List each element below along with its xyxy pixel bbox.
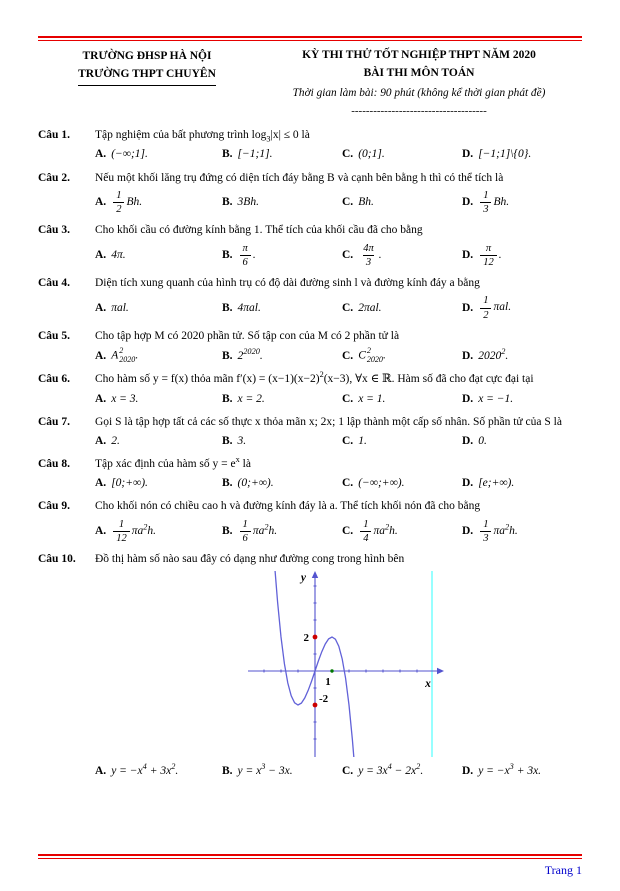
question-number: Câu 6. <box>38 373 70 386</box>
question-text: Tập nghiệm của bất phương trình $\log_3|x| \le 0$ là <box>95 129 310 144</box>
answer-text: $y = -x^3 + 3x$. <box>478 761 542 777</box>
answer-letter: A. <box>95 392 107 405</box>
answer-option-a <box>95 391 222 408</box>
answer-letter: D. <box>462 434 474 447</box>
answer-text: [−1;1]. <box>237 148 273 161</box>
question-10 <box>38 551 582 779</box>
questions-section <box>38 127 582 853</box>
question-4 <box>38 275 582 321</box>
answer-text: $\frac{\pi}{12}$ . <box>478 242 501 269</box>
answer-letter: B. <box>222 301 233 314</box>
answer-option-d <box>462 518 582 545</box>
answer-option-a <box>95 433 222 450</box>
function-graph <box>240 571 450 760</box>
answer-text: $y = x^3 - 3x$. <box>237 761 293 777</box>
answer-option-b <box>222 242 342 269</box>
answer-letter: B. <box>222 524 233 537</box>
answer-letter: A. <box>95 764 107 777</box>
answer-text: x = −1. <box>478 392 514 405</box>
answer-letter: D. <box>462 349 474 362</box>
question-number: Câu 5. <box>38 330 70 343</box>
answer-option-b <box>222 518 342 545</box>
x-axis-arrow <box>437 668 444 674</box>
question-number: Câu 1. <box>38 129 70 142</box>
answer-option-c <box>342 391 462 408</box>
answer-option-c <box>342 475 462 492</box>
answer-text: (0;1]. <box>358 148 385 161</box>
answer-option-a <box>95 294 222 321</box>
answer-text: (−∞;+∞). <box>358 477 405 490</box>
answer-letter: B. <box>222 148 233 161</box>
answer-text: x = 2. <box>237 392 265 405</box>
answer-letter: B. <box>222 477 233 490</box>
answer-option-c <box>342 189 462 216</box>
answer-letter: A. <box>95 195 107 208</box>
answer-letter: D. <box>462 764 474 777</box>
question-text: Đồ thị hàm số nào sau đây có dạng như đường cong trong hình bên <box>95 553 405 566</box>
question-number: Câu 3. <box>38 224 70 237</box>
answer-letter: C. <box>342 148 354 161</box>
graph-svg <box>240 571 450 757</box>
answer-letter: A. <box>95 434 107 447</box>
answer-option-d <box>462 189 582 216</box>
question-5 <box>38 328 582 365</box>
answer-option-a <box>95 189 222 216</box>
answer-letter: A. <box>95 248 107 261</box>
answer-option-b <box>222 433 342 450</box>
answer-option-b <box>222 146 342 163</box>
question-8 <box>38 456 582 492</box>
question-3 <box>38 222 582 268</box>
answer-letter: C. <box>342 349 354 362</box>
answer-letter: A. <box>95 301 107 314</box>
answers-row <box>95 433 582 450</box>
answer-option-b <box>222 189 342 216</box>
answers-row <box>95 146 582 163</box>
point-1-0 <box>330 669 333 672</box>
question-text: Cho tập hợp M có 2020 phần tử. Số tập con của M có 2 phần tử là <box>95 330 400 343</box>
question-2 <box>38 170 582 216</box>
question-number: Câu 2. <box>38 171 70 184</box>
answer-letter: D. <box>462 524 474 537</box>
answer-letter: D. <box>462 301 474 314</box>
answer-option-d <box>462 475 582 492</box>
answer-text: 2πal. <box>358 301 382 314</box>
answer-text: (−∞;1]. <box>111 148 148 161</box>
answers-row <box>95 391 582 408</box>
point-0-minus2 <box>313 703 318 708</box>
answer-text: x = 3. <box>111 392 139 405</box>
answer-text: x = 1. <box>358 392 386 405</box>
question-number: Câu 10. <box>38 553 76 566</box>
answer-letter: A. <box>95 524 107 537</box>
answer-text: 4πal. <box>237 301 261 314</box>
question-number: Câu 8. <box>38 458 70 471</box>
answer-option-b <box>222 347 342 365</box>
answer-option-c <box>342 347 462 365</box>
answers-row <box>95 294 582 321</box>
exam-title-block <box>256 47 582 120</box>
answer-letter: C. <box>342 764 354 777</box>
answer-letter: A. <box>95 477 107 490</box>
x-one-label: 1 <box>325 676 331 689</box>
question-text: Cho khối cầu có đường kính bằng 1. Thể tích của khối cầu đã cho bằng <box>95 224 423 237</box>
answer-option-a <box>95 242 222 269</box>
question-7 <box>38 414 582 450</box>
bottom-double-rule <box>38 854 582 859</box>
answer-letter: B. <box>222 392 233 405</box>
answer-text: (0;+∞). <box>237 477 274 490</box>
answer-option-a <box>95 475 222 492</box>
question-text: Nếu một khối lăng trụ đứng có diện tích đáy bằng B và cạnh bên bằng h thì có thể tích là <box>95 171 504 184</box>
answers-row <box>95 347 582 365</box>
exam-duration: Thời gian làm bài: 90 phút (không kể thời gian phát đề) <box>292 86 546 99</box>
answer-option-a <box>95 347 222 365</box>
answers-row <box>95 763 582 780</box>
answer-option-b <box>222 763 342 780</box>
point-0-2 <box>313 635 318 640</box>
answer-text: 4π. <box>111 248 126 261</box>
question-number: Câu 7. <box>38 415 70 428</box>
answer-text: 1. <box>358 434 367 447</box>
question-text: Gọi S là tập hợp tất cả các số thực x thỏa mãn x; 2x; 1 lập thành một cấp số nhân. Số phần tử của S là <box>95 415 562 428</box>
answer-option-c <box>342 518 462 545</box>
answer-option-d <box>462 242 582 269</box>
question-1 <box>38 127 582 163</box>
answer-letter: C. <box>342 248 354 261</box>
y-max-label: 2 <box>303 632 309 645</box>
answer-letter: B. <box>222 195 233 208</box>
answer-letter: B. <box>222 434 233 447</box>
y-axis-label: y <box>300 572 306 585</box>
y-min-label: -2 <box>319 693 329 706</box>
answer-letter: A. <box>95 148 107 161</box>
answer-option-d <box>462 391 582 408</box>
page-number: Trang 1 <box>544 862 582 877</box>
answer-text: Bh. <box>358 195 374 208</box>
answer-option-d <box>462 347 582 365</box>
answer-text: $\frac{1}{2}$ Bh. <box>111 189 142 216</box>
answer-text: $y = -x^4 + 3x^2$. <box>111 761 179 777</box>
answer-letter: C. <box>342 524 354 537</box>
top-double-rule <box>38 36 582 41</box>
answer-text: [−1;1]\{0}. <box>478 148 532 161</box>
header-divider: ------------------------------------- <box>351 105 487 118</box>
answer-text: $\frac{1}{3}$ Bh. <box>478 189 509 216</box>
answer-letter: D. <box>462 248 474 261</box>
answer-letter: C. <box>342 301 354 314</box>
answer-letter: C. <box>342 477 354 490</box>
answers-row <box>95 242 582 269</box>
question-number: Câu 4. <box>38 277 70 290</box>
answer-text: πal. <box>111 301 129 314</box>
answer-option-b <box>222 294 342 321</box>
answer-text: [0;+∞). <box>111 477 148 490</box>
answer-text: $\frac{4\pi}{3}$ . <box>363 242 382 268</box>
answer-option-c <box>342 242 462 269</box>
answer-option-d <box>462 294 582 321</box>
answer-option-c <box>342 294 462 321</box>
answer-letter: D. <box>462 477 474 490</box>
answer-option-a <box>95 146 222 163</box>
question-text: Cho hàm số y = f(x) thỏa mãn $f'(x) = (x-1)(x-2)^2(x-3)$, ∀x ∈ ℝ. Hàm số đã cho đạt cực đại tại <box>95 370 534 386</box>
school-name-line2: TRƯỜNG THPT CHUYÊN <box>78 65 216 85</box>
answer-text: 3. <box>237 434 247 447</box>
answer-text: $\frac{1}{6}$ $\pi a^2h$. <box>238 518 278 545</box>
answers-row <box>95 189 582 216</box>
y-axis-arrow <box>312 571 318 578</box>
answer-text: $\frac{1}{4}$ $\pi a^2h$. <box>358 518 398 545</box>
answer-text: $y = 3x^4 - 2x^2$. <box>358 761 424 777</box>
question-text: Diện tích xung quanh của hình trụ có độ dài đường sinh l và đường kính đáy a bằng <box>95 277 480 290</box>
answer-option-d <box>462 433 582 450</box>
answer-option-c <box>342 763 462 780</box>
answer-text: A 2 2020 . <box>111 346 139 365</box>
question-text: Cho khối nón có chiều cao h và đường kính đáy là a. Thể tích khối nón đã cho bằng <box>95 500 481 513</box>
answer-letter: C. <box>342 195 354 208</box>
question-6 <box>38 371 582 407</box>
exam-subject: BÀI THI MÔN TOÁN <box>363 66 475 79</box>
answers-row <box>95 518 582 545</box>
answer-letter: B. <box>222 248 233 261</box>
answer-text: $\frac{1}{2}$ πal. <box>478 294 511 321</box>
answer-letter: D. <box>462 392 474 405</box>
answer-text: 2020$^2$. <box>478 346 509 362</box>
answer-text: $2^{2020}$. <box>237 346 263 362</box>
answer-letter: C. <box>342 392 354 405</box>
answer-letter: B. <box>222 764 233 777</box>
school-block <box>38 47 256 120</box>
answer-option-d <box>462 763 582 780</box>
answer-text: 0. <box>478 434 487 447</box>
answer-letter: B. <box>222 349 233 362</box>
answer-letter: D. <box>462 148 474 161</box>
answer-letter: A. <box>95 349 107 362</box>
answer-option-c <box>342 146 462 163</box>
x-axis-label: x <box>425 678 431 691</box>
answer-letter: D. <box>462 195 474 208</box>
answer-option-b <box>222 391 342 408</box>
answer-text: 2. <box>111 434 120 447</box>
answer-text: 3Bh. <box>237 195 259 208</box>
answer-text: [e;+∞). <box>478 477 515 490</box>
answer-option-a <box>95 763 222 780</box>
answer-text: $\frac{1}{12}$ $\pi a^2h$. <box>111 518 156 545</box>
question-text: Tập xác định của hàm số $y = e^x$ là <box>95 455 251 471</box>
question-number: Câu 9. <box>38 500 70 513</box>
question-9 <box>38 498 582 544</box>
answer-letter: C. <box>342 434 354 447</box>
questions-list <box>38 127 582 545</box>
answer-text: $\frac{\pi}{6}$ . <box>238 242 256 269</box>
answer-text: C 2 2020 . <box>358 346 386 365</box>
answers-row <box>95 475 582 492</box>
school-name-line1: TRƯỜNG ĐHSP HÀ NỘI <box>82 50 212 62</box>
answer-option-a <box>95 518 222 545</box>
answer-option-d <box>462 146 582 163</box>
exam-header <box>38 47 582 120</box>
answer-text: $\frac{1}{3}$ $\pi a^2h$. <box>478 518 518 545</box>
exam-title: KỲ THI THỬ TỐT NGHIỆP THPT NĂM 2020 <box>302 49 536 61</box>
answer-option-b <box>222 475 342 492</box>
answer-option-c <box>342 433 462 450</box>
